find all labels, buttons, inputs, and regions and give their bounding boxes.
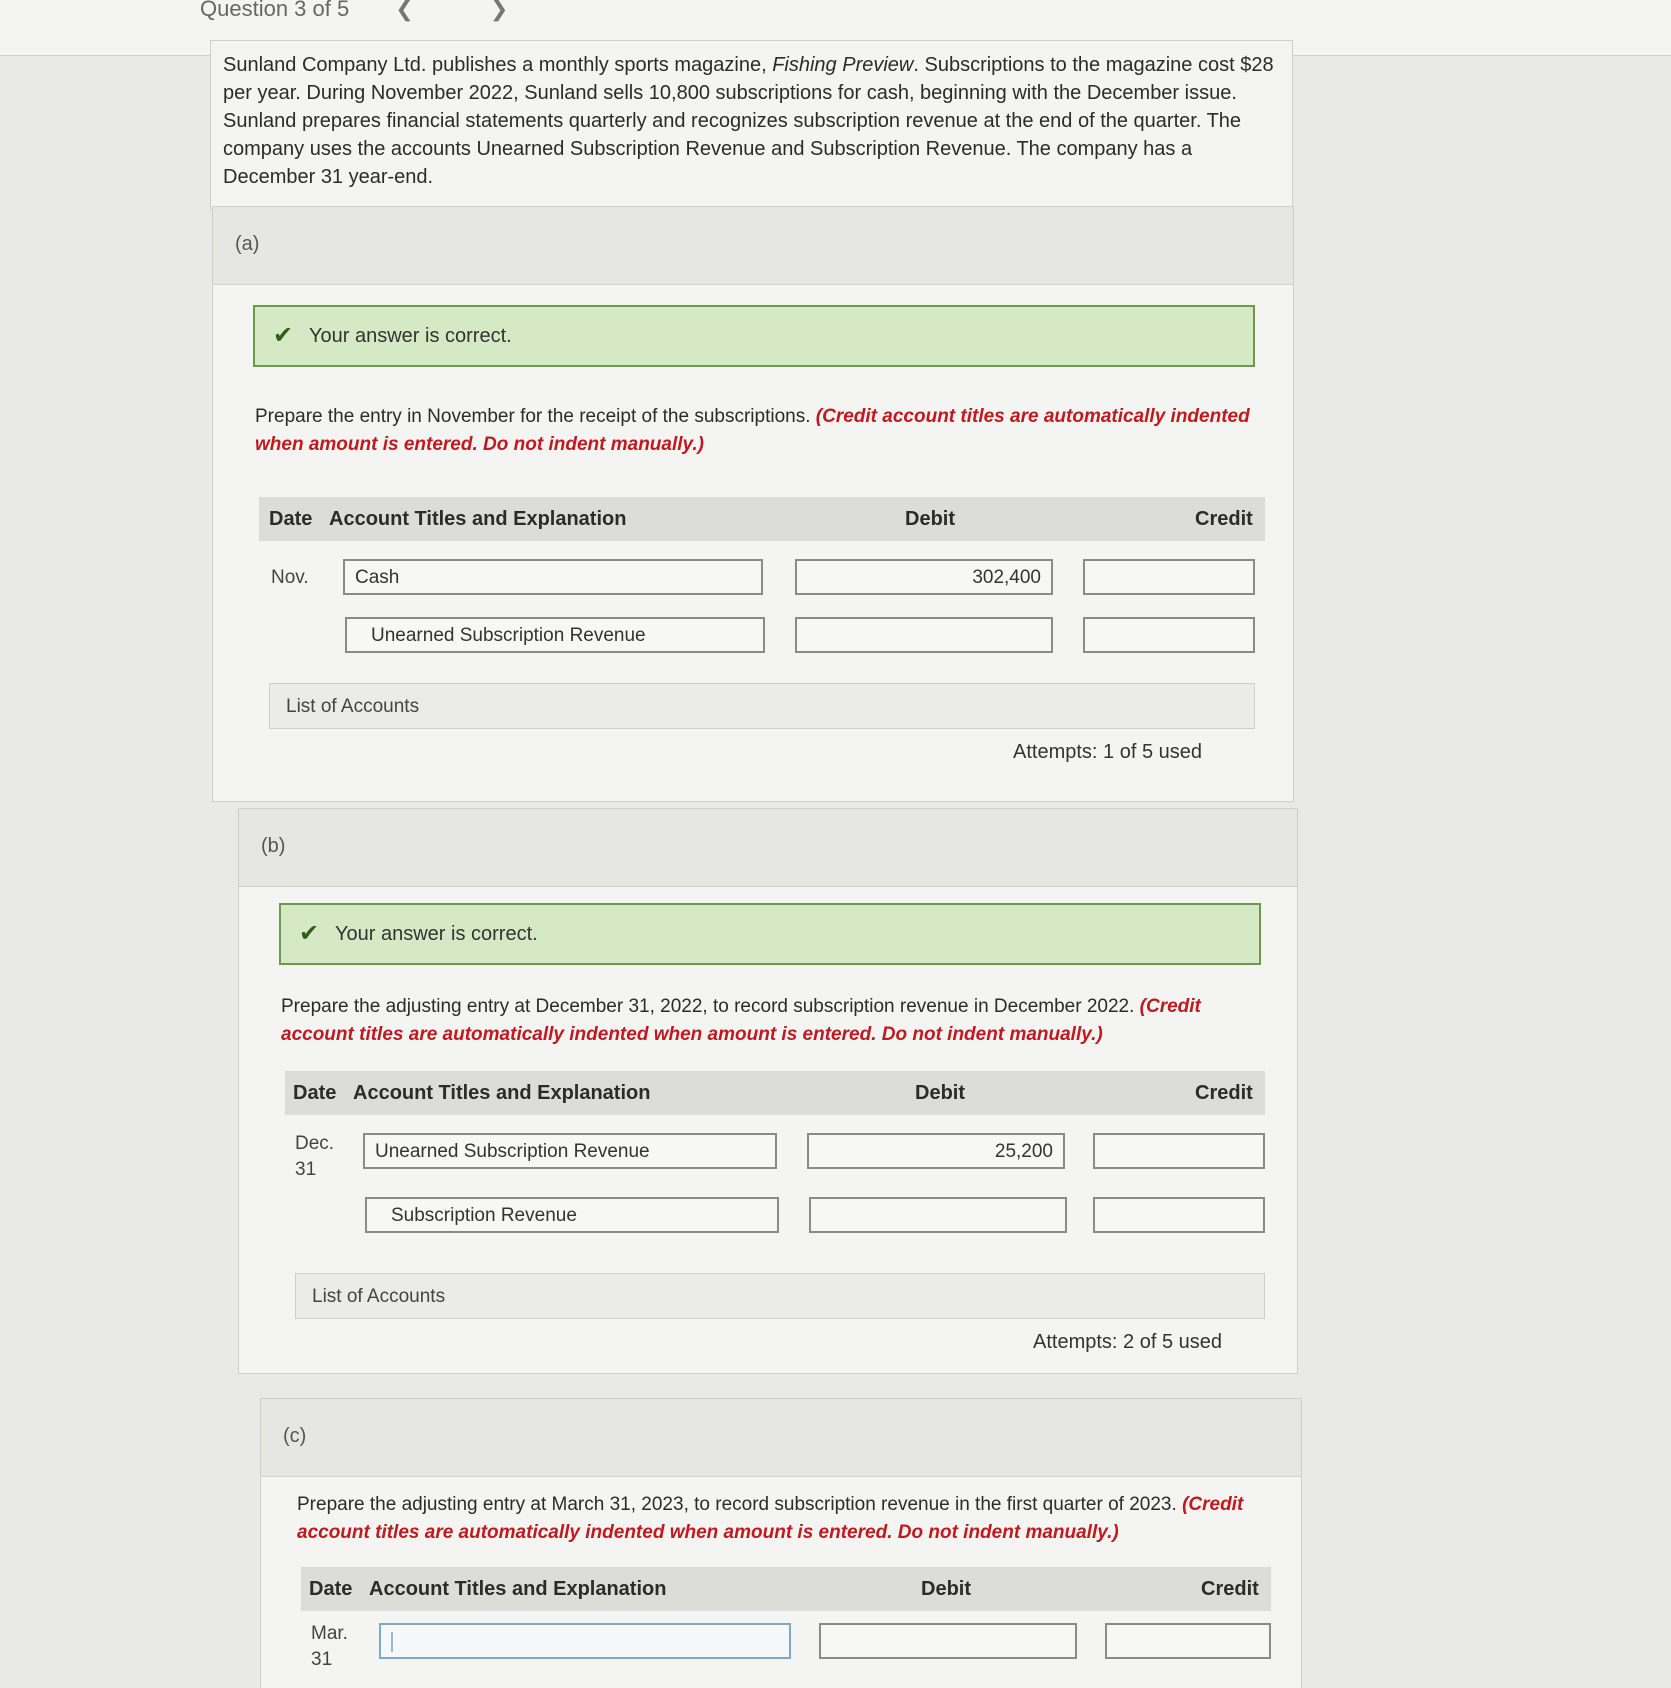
header-credit: Credit (1195, 508, 1253, 530)
part-b (238, 808, 1298, 1374)
problem-text-2: . Subscriptions to the magazine cost $28 per year. During November 2022, Sunland sells 10,800 subscriptions for cash, beginning with the December issue. Sunland prepares financial statements quarterly and recognizes subscription revenue at the end of the quarter. The company uses the accounts Unearned Subscription Revenue and Subscription Revenue. The company has a December 31 year-end. (223, 54, 1274, 188)
header-date: Date (269, 508, 313, 530)
checkmark-icon: ✔ (299, 920, 320, 947)
feedback-text: Your answer is correct. (309, 325, 512, 347)
part-b-account-2[interactable]: Subscription Revenue (365, 1197, 779, 1233)
chevron-right-icon[interactable]: ❯ (489, 0, 509, 21)
header-debit: Debit (915, 1082, 965, 1104)
part-c-header (261, 1399, 1301, 1477)
part-c-credit-1[interactable] (1105, 1623, 1271, 1659)
part-b-instruction (281, 993, 1271, 1049)
date-month: Mar. (311, 1623, 348, 1644)
part-a-instruction (255, 403, 1265, 459)
part-c-table-header (301, 1567, 1271, 1611)
part-c (260, 1398, 1302, 1688)
part-b-list-of-accounts[interactable]: List of Accounts (295, 1273, 1265, 1319)
part-a-list-of-accounts[interactable]: List of Accounts (269, 683, 1255, 729)
instruction-note: (Credit account titles are automatically indented when amount is entered. Do not indent manually.) (297, 1494, 1244, 1543)
part-c-debit-1[interactable] (819, 1623, 1077, 1659)
part-b-credit-2[interactable] (1093, 1197, 1265, 1233)
part-b-account-1[interactable]: Unearned Subscription Revenue (363, 1133, 777, 1169)
part-b-credit-1[interactable] (1093, 1133, 1265, 1169)
part-a-debit-1[interactable]: 302,400 (795, 559, 1053, 595)
part-a-credit-1[interactable] (1083, 559, 1255, 595)
header-date: Date (309, 1578, 353, 1600)
instruction-text: Prepare the entry in November for the receipt of the subscriptions. (255, 406, 816, 427)
problem-statement (210, 40, 1293, 210)
chevron-left-icon[interactable]: ❮ (395, 0, 414, 21)
part-a-account-1[interactable]: Cash (343, 559, 763, 595)
part-a-table-header (259, 497, 1265, 541)
part-a (212, 206, 1294, 802)
question-counter: Question 3 of 5 (200, 0, 350, 21)
instruction-note: (Credit account titles are automatically indented when amount is entered. Do not indent manually.) (255, 406, 1250, 455)
question-nav (200, 0, 508, 22)
part-a-credit-2[interactable] (1083, 617, 1255, 653)
part-a-label: (a) (235, 233, 260, 255)
part-c-instruction (297, 1491, 1297, 1547)
date-month: Dec. (295, 1133, 335, 1154)
instruction-text: Prepare the adjusting entry at December 31, 2022, to record subscription revenue in December 2022. (281, 996, 1140, 1017)
header-account: Account Titles and Explanation (369, 1578, 667, 1600)
part-b-attempts: Attempts: 2 of 5 used (1033, 1331, 1222, 1353)
header-account: Account Titles and Explanation (329, 508, 627, 530)
part-a-date (271, 565, 309, 591)
header-debit: Debit (905, 508, 955, 530)
part-a-account-2[interactable]: Unearned Subscription Revenue (345, 617, 765, 653)
part-a-feedback (253, 305, 1255, 367)
date-day: 31 (295, 1159, 317, 1180)
part-b-debit-1[interactable]: 25,200 (807, 1133, 1065, 1169)
part-c-label: (c) (283, 1425, 307, 1447)
header-credit: Credit (1195, 1082, 1253, 1104)
part-c-date (311, 1621, 348, 1673)
part-b-header (239, 809, 1297, 887)
part-c-account-1[interactable] (379, 1623, 791, 1659)
text-caret (391, 1632, 393, 1652)
problem-text-1: Sunland Company Ltd. publishes a monthly sports magazine, (223, 54, 773, 76)
part-a-debit-2[interactable] (795, 617, 1053, 653)
feedback-text: Your answer is correct. (335, 923, 538, 945)
part-b-date (295, 1131, 334, 1183)
part-b-label: (b) (261, 835, 286, 857)
magazine-name: Fishing Preview (772, 54, 914, 76)
part-a-attempts: Attempts: 1 of 5 used (1013, 741, 1202, 763)
header-account: Account Titles and Explanation (353, 1082, 651, 1104)
part-b-table-header (285, 1071, 1265, 1115)
header-credit: Credit (1201, 1578, 1259, 1600)
date-month: Nov. (271, 567, 309, 588)
header-date: Date (293, 1082, 337, 1104)
part-a-header (213, 207, 1293, 285)
instruction-text: Prepare the adjusting entry at March 31, 2023, to record subscription revenue in the first quarter of 2023. (297, 1494, 1183, 1515)
part-b-debit-2[interactable] (809, 1197, 1067, 1233)
date-day: 31 (311, 1649, 333, 1670)
header-debit: Debit (921, 1578, 971, 1600)
checkmark-icon: ✔ (273, 322, 294, 349)
part-b-feedback (279, 903, 1261, 965)
instruction-note: (Credit account titles are automatically indented when amount is entered. Do not indent manually.) (281, 996, 1201, 1045)
